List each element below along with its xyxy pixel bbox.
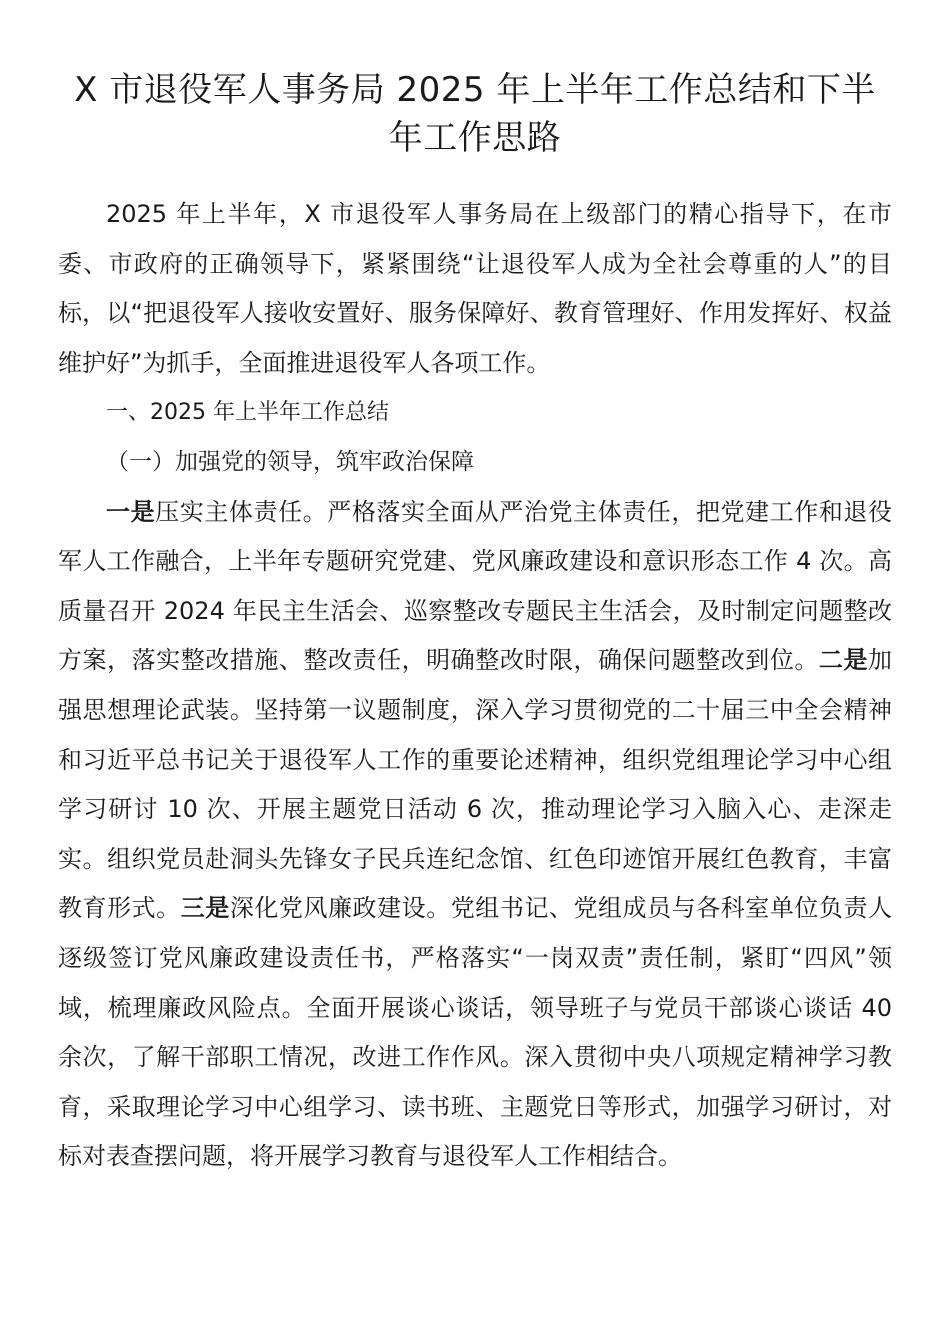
item-lead-3: 三是 — [180, 894, 230, 923]
item-lead-1: 一是 — [106, 497, 156, 526]
item-text-2: 加强思想理论武装。坚持第一议题制度，深入学习贯彻党的二十届三中全会精神和习近平总书记关于退役军人工作的重要论述精神，组织党组理论学习中心组学习研讨 10 次、开展主题党日活动 6 次，推动理论学习入脑入心、走深走实。组织党员赴洞头先锋女子民兵连纪念馆、红色印迹馆开展红色教育，丰富教育形式。 — [58, 646, 893, 923]
subsection-heading: （一）加强党的领导，筑牢政治保障 — [106, 448, 474, 475]
intro-paragraph: 2025 年上半年，X 市退役军人事务局在上级部门的精心指导下，在市委、市政府的正确领导下，紧紧围绕“让退役军人成为全社会尊重的人”的目标，以“把退役军人接收安置好、服务保障好、教育管理好、作用发挥好、权益维护好”为抓手，全面推进退役军人各项工作。 — [58, 200, 892, 377]
summary-paragraph — [58, 488, 892, 1182]
document-title: X 市退役军人事务局 2025 年上半年工作总结和下半年工作思路 — [74, 70, 876, 158]
document-body — [58, 190, 892, 1182]
section-heading: 一、2025 年上半年工作总结 — [106, 400, 389, 426]
item-text-3: 深化党风廉政建设。党组书记、党组成员与各科室单位负责人逐级签订党风廉政建设责任书，严格落实“一岗双责”责任制，紧盯“四风”领域，梳理廉政风险点。全面开展谈心谈话，领导班子与党员干部谈心谈话 40 余次，了解干部职工情况，改进工作作风。深入贯彻中央八项规定精神学习教育，采取理论学习中心组学习、读书班、主题党日等形式，加强学习研讨，对标对表查摆问题，将开展学习教育与退役军人工作相结合。 — [58, 894, 893, 1171]
item-lead-2: 二是 — [818, 646, 869, 675]
item-text-1: 压实主体责任。严格落实全面从严治党主体责任，把党建工作和退役军人工作融合，上半年专题研究党建、党风廉政建设和意识形态工作 4 次。高质量召开 2024 年民主生活会、巡察整改专题民主生活会，及时制定问题整改方案，落实整改措施、整改责任，明确整改时限，确保问题整改到位。 — [58, 497, 893, 675]
